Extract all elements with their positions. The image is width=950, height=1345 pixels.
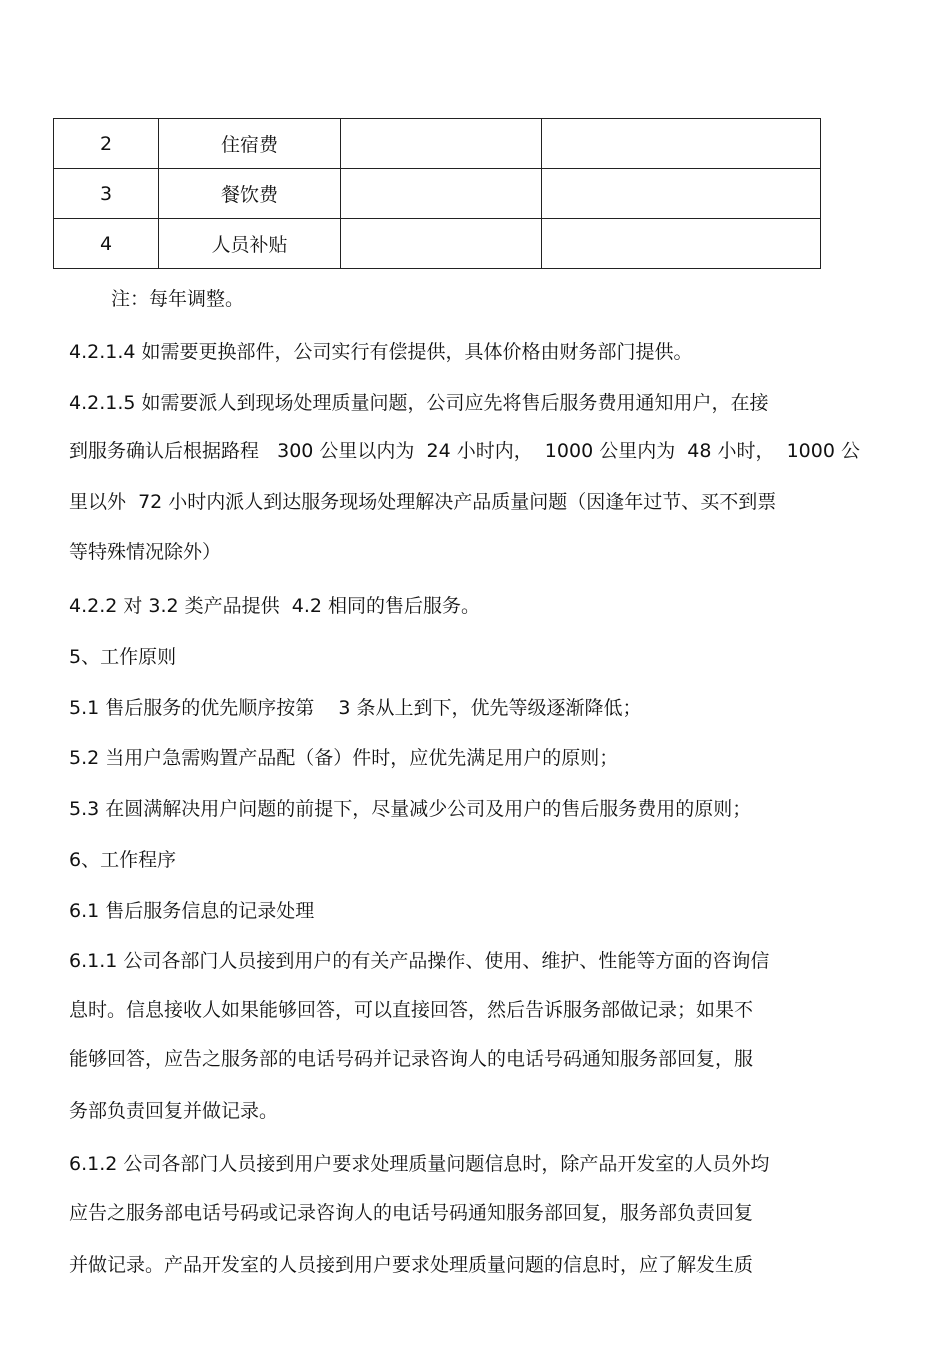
table-row xyxy=(54,119,821,169)
clause-6-1-1-line3: 能够回答，应告之服务部的电话号码并记录咨询人的电话号码通知服务部回复，服 xyxy=(69,1048,754,1070)
clause-6-1-2-line1: 6.1.2 公司各部门人员接到用户要求处理质量问题信息时，除产品开发室的人员外均 xyxy=(69,1153,770,1175)
clause-4-2-1-5-line3: 里以外 72 小时内派人到达服务现场处理解决产品质量问题（因逢年过节、买不到票 xyxy=(69,491,777,513)
clause-4-2-1-5-line4: 等特殊情况除外） xyxy=(69,541,222,563)
table-cell xyxy=(341,219,542,269)
table-cell xyxy=(341,169,542,219)
table-cell xyxy=(341,119,542,169)
clause-5-3: 5.3 在圆满解决用户问题的前提下，尽量减少公司及用户的售后服务费用的原则； xyxy=(69,798,752,820)
clause-6-1-1-line2: 息时。信息接收人如果能够回答，可以直接回答，然后告诉服务部做记录；如果不 xyxy=(69,999,754,1021)
clause-4-2-1-5-line1: 4.2.1.5 如需要派人到现场处理质量问题，公司应先将售后服务费用通知用户，在接 xyxy=(69,392,769,414)
clause-5-2: 5.2 当用户急需购置产品配（备）件时，应优先满足用户的原则； xyxy=(69,747,619,769)
section-5-heading: 5、工作原则 xyxy=(69,646,177,668)
clause-6-1-heading: 6.1 售后服务信息的记录处理 xyxy=(69,900,315,922)
row-number: 4 xyxy=(54,219,159,269)
clause-4-2-2: 4.2.2 对 3.2 类产品提供 4.2 相同的售后服务。 xyxy=(69,595,481,617)
table-cell xyxy=(542,169,821,219)
section-6-heading: 6、工作程序 xyxy=(69,849,177,871)
clause-4-2-1-4: 4.2.1.4 如需要更换部件，公司实行有偿提供，具体价格由财务部门提供。 xyxy=(69,341,693,363)
table-cell xyxy=(542,119,821,169)
row-number: 3 xyxy=(54,169,159,219)
fee-table xyxy=(53,118,821,269)
table-note: 注：每年调整。 xyxy=(111,288,245,310)
clause-6-1-2-line2: 应告之服务部电话号码或记录咨询人的电话号码通知服务部回复，服务部负责回复 xyxy=(69,1202,754,1224)
row-number: 2 xyxy=(54,119,159,169)
fee-item: 住宿费 xyxy=(159,119,341,169)
clause-6-1-1-line1: 6.1.1 公司各部门人员接到用户的有关产品操作、使用、维护、性能等方面的咨询信 xyxy=(69,950,770,972)
fee-item: 餐饮费 xyxy=(159,169,341,219)
clause-6-1-1-line4: 务部负责回复并做记录。 xyxy=(69,1100,279,1122)
clause-4-2-1-5-line2: 到服务确认后根据路程 300 公里以内为 24 小时内， 1000 公里内为 48 小时， 1000 公 xyxy=(69,440,860,462)
fee-item: 人员补贴 xyxy=(159,219,341,269)
clause-6-1-2-line3: 并做记录。产品开发室的人员接到用户要求处理质量问题的信息时，应了解发生质 xyxy=(69,1254,754,1276)
clause-5-1: 5.1 售后服务的优先顺序按第 3 条从上到下，优先等级逐渐降低； xyxy=(69,697,642,719)
table-cell xyxy=(542,219,821,269)
table-row xyxy=(54,219,821,269)
table-row xyxy=(54,169,821,219)
